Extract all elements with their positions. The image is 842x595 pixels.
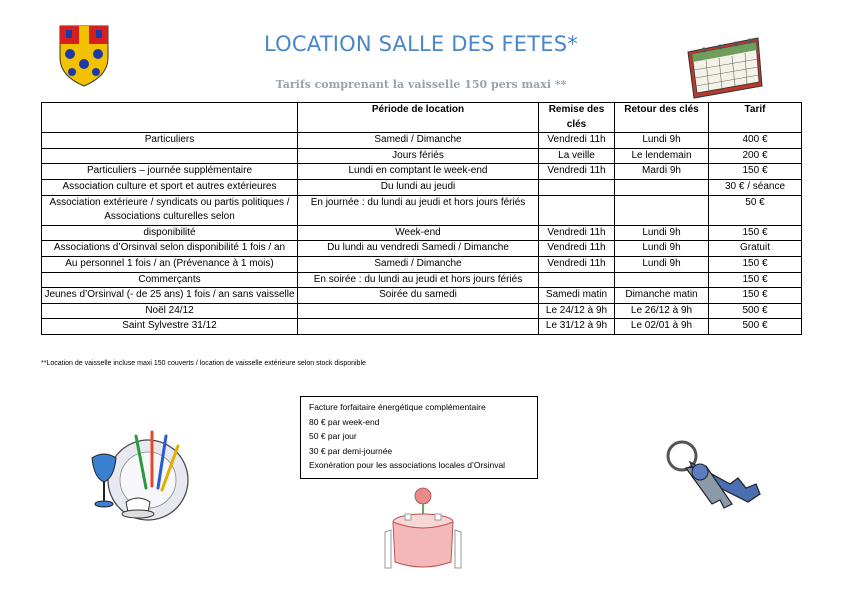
table-cell: Vendredi 11h [539, 256, 615, 272]
table-cell: Lundi en comptant le week-end [298, 164, 539, 180]
table-cell: 150 € [709, 225, 802, 241]
table-cell: disponibilité [42, 225, 298, 241]
energy-line: Facture forfaitaire énergétique complémentaire [309, 402, 486, 412]
table-cell: Jours fériés [298, 148, 539, 164]
table-cell: En soirée : du lundi au jeudi et hors jours fériés [298, 272, 539, 288]
tariff-table [41, 102, 802, 335]
table-cell: En journée : du lundi au jeudi et hors jours fériés [298, 195, 539, 225]
table-row [42, 256, 802, 272]
table-cell [539, 179, 615, 195]
table-cell: Du lundi au jeudi [298, 179, 539, 195]
footnote: **Location de vaisselle incluse maxi 150 couverts / location de vaisselle extérieure selon stock disponible [41, 360, 366, 367]
table-row [42, 288, 802, 304]
table-row [42, 272, 802, 288]
table-cell [615, 272, 709, 288]
energy-line: Exonération pour les associations locales d’Orsinval [309, 460, 506, 470]
table-cell: Jeunes d’Orsinval (- de 25 ans) 1 fois / an sans vaisselle [42, 288, 298, 304]
table-cell: Lundi 9h [615, 241, 709, 257]
table-cell: Samedi / Dimanche [298, 133, 539, 149]
table-cell: 500 € [709, 319, 802, 335]
table-row [42, 164, 802, 180]
table-cell: Vendredi 11h [539, 133, 615, 149]
table-cell: Lundi 9h [615, 256, 709, 272]
table-row [42, 319, 802, 335]
table-cell: Association extérieure / syndicats ou partis politiques / Associations culturelles selon [42, 195, 298, 225]
table-cell: 200 € [709, 148, 802, 164]
table-cell: 150 € [709, 288, 802, 304]
table-cell: Samedi matin [539, 288, 615, 304]
table-cell: 400 € [709, 133, 802, 149]
table-row [42, 133, 802, 149]
header-cell: Tarif [709, 103, 802, 133]
table-cell: 30 € / séance [709, 179, 802, 195]
table-cell: Week-end [298, 225, 539, 241]
keys-icon [660, 432, 768, 514]
header-cell: Retour des clés [615, 103, 709, 133]
table-cell: Associations d’Orsinval selon disponibilité 1 fois / an [42, 241, 298, 257]
table-row [42, 179, 802, 195]
table-cell: Le 02/01 à 9h [615, 319, 709, 335]
banquet-table-icon [383, 484, 463, 574]
table-cell: Le 24/12 à 9h [539, 303, 615, 319]
table-cell: Samedi / Dimanche [298, 256, 539, 272]
table-cell: Vendredi 11h [539, 241, 615, 257]
table-cell: 150 € [709, 272, 802, 288]
table-cell: Commerçants [42, 272, 298, 288]
header-cell: Période de location [298, 103, 539, 133]
table-cell [539, 195, 615, 225]
table-cell: Du lundi au vendredi Samedi / Dimanche [298, 241, 539, 257]
table-cell: 150 € [709, 164, 802, 180]
header-cell [42, 103, 298, 133]
table-row [42, 241, 802, 257]
energy-line: 50 € par jour [309, 431, 357, 441]
table-cell: 500 € [709, 303, 802, 319]
table-cell: Au personnel 1 fois / an (Prévenance à 1 mois) [42, 256, 298, 272]
energy-line: 30 € par demi-journée [309, 445, 393, 456]
table-cell [615, 179, 709, 195]
table-header-row [42, 103, 802, 133]
header-cell: Remise des clés [539, 103, 615, 133]
table-cell: Particuliers – journée supplémentaire [42, 164, 298, 180]
table-cell: Le lendemain [615, 148, 709, 164]
table-row [42, 148, 802, 164]
table-cell: Particuliers [42, 133, 298, 149]
table-cell: Vendredi 11h [539, 164, 615, 180]
calendar-icon [680, 34, 766, 102]
table-cell: Vendredi 11h [539, 225, 615, 241]
table-cell: Mardi 9h [615, 164, 709, 180]
table-cell: 150 € [709, 256, 802, 272]
table-cell: Le 31/12 à 9h [539, 319, 615, 335]
page-subtitle: Tarifs comprenant la vaisselle 150 pers maxi ** [275, 78, 567, 91]
table-cell: Dimanche matin [615, 288, 709, 304]
table-cell [615, 195, 709, 225]
table-cell: Noël 24/12 [42, 303, 298, 319]
table-cell [298, 303, 539, 319]
table-cell [298, 319, 539, 335]
table-cell: 50 € [709, 195, 802, 225]
tableware-icon [86, 428, 198, 524]
energy-line: 80 € par week-end [309, 416, 380, 427]
page-title: LOCATION SALLE DES FETES* [264, 32, 578, 56]
energy-info-box [300, 396, 538, 479]
table-cell: La veille [539, 148, 615, 164]
table-row [42, 225, 802, 241]
table-cell: Soirée du samedi [298, 288, 539, 304]
table-cell: Association culture et sport et autres extérieures [42, 179, 298, 195]
table-cell: Lundi 9h [615, 225, 709, 241]
table-cell: Lundi 9h [615, 133, 709, 149]
table-row [42, 195, 802, 225]
table-cell: Gratuit [709, 241, 802, 257]
table-row [42, 303, 802, 319]
table-cell: Le 26/12 à 9h [615, 303, 709, 319]
table-cell [539, 272, 615, 288]
table-cell: Saint Sylvestre 31/12 [42, 319, 298, 335]
table-cell [42, 148, 298, 164]
